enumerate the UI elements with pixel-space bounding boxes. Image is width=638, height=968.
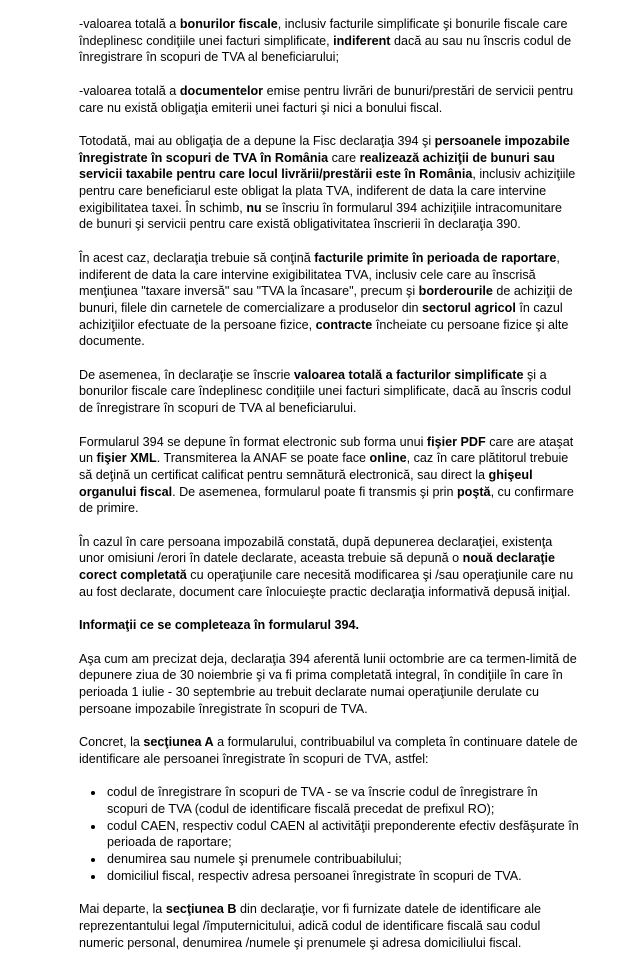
closing-paragraph [79,901,579,951]
text-run: Concret, la [79,735,144,750]
list-item: • codul CAEN, respectiv codul CAEN al activităţii preponderente efectiv desfăşurate în perioada de raportare; [105,818,579,851]
text-run: În acest caz, declaraţia trebuie să conţină [79,250,315,265]
bold-text-run: poştă [456,484,491,499]
text-run: . Transmiterea la ANAF se poate face [156,451,370,466]
text-run: Formularul 394 se depune în format electronic sub forma unui [79,434,427,449]
text-run: dacă au sau nu înscris codul de înregistrare în scopuri de TVA al beneficiarului; [79,33,572,65]
text-run: încheiate cu persoane fizice şi alte documente. [79,317,569,349]
bold-text-run: borderourile [418,284,493,299]
text-run: , caz în care plătitorul trebuie să deţină un certificat calificat pentru semnătură electronică, sau direct la [79,451,569,482]
bold-text-run: documentelor [179,83,264,98]
bold-text-run: secţiunea B [165,902,237,917]
body-paragraph [79,250,579,350]
body-paragraph [79,16,579,66]
text-run: Mai departe, la [79,902,166,917]
text-run: , inclusiv achiziţiile pentru care beneficiarul este obligat la plata TVA, indiferent de data la care intervine exigibilitatea taxei. În schimb, [79,167,576,215]
bold-text-run: nouă declaraţie corect completată [79,551,556,583]
document-page [79,16,579,968]
text-run: -valoarea totală a [79,83,180,98]
body-paragraph [79,434,579,518]
text-run: De asemenea, în declaraţie se înscrie [79,367,294,382]
text-run: care are ataşat un [79,434,574,466]
list-item: • denumirea sau numele şi prenumele contribuabilului; [105,851,579,868]
list-item: • domiciliul fiscal, respectiv adresa persoanei înregistrate în scopuri de TVA. [105,868,579,885]
text-run: în cazul achiziţiilor efectuate de la persoane fizice, [79,300,563,332]
body-paragraph [79,367,579,417]
text-run: se înscriu în formularul 394 achiziţiile intracomunitare de bunuri şi servicii pentru care există obligativitatea înscrierii în declaraţia 390. [79,200,562,232]
body-paragraph [79,83,579,116]
bold-text-run: facturile primite în perioada de raportare [314,250,557,265]
body-paragraph [79,133,579,233]
text-run: , indiferent de data la care intervine exigibilitatea TVA, inclusiv cele care au înscrisă menţiunea "taxare inversă" sau "TVA la încasare", precum şi [79,250,560,299]
bold-text-run: fişier XML [96,451,157,466]
text-run: În cazul în care persoana impozabilă constată, după depunerea declaraţiei, existenţa unor omisiuni /erori în datele declarate, aceasta trebuie să depună o [79,534,553,566]
bold-text-run: persoanele impozabile înregistrate în scopuri de TVA în România [79,133,570,165]
body-paragraph [79,617,579,634]
bold-text-run: bonurilor fiscale [179,17,278,31]
bold-text-run: secţiunea A [143,735,214,750]
bold-text-run: contracte [315,317,373,332]
bold-text-run: valoarea totală a facturilor simplificate [293,367,524,382]
text-run: , cu confirmare de primire. [79,484,574,516]
bold-text-run: fişier PDF [426,434,486,449]
text-run: a formularului, contribuabilul va completa în continuare datele de identificare ale persoanei înregistrate în scopuri de TVA, astfel: [79,735,578,766]
paragraphs-block [79,16,579,768]
body-paragraph [79,534,579,601]
text-run: -valoarea totală a [79,17,180,31]
text-run: care [328,150,360,165]
text-run: emise pentru livrări de bunuri/prestări de servicii pentru care nu există obligaţia emiterii unei facturi şi nici a bonului fiscal. [79,83,574,115]
bold-text-run: Informaţii ce se completeaza în formularul 394. [79,618,359,633]
bold-text-run: nu [246,200,262,215]
bold-text-run: sectorul agricol [422,300,516,315]
bold-text-run: online [369,451,407,466]
bold-text-run: indiferent [333,33,391,48]
text-run: şi a bonurilor fiscale care îndeplinesc condiţiile unei facturi simplificate, dacă au înscris codul de înregistrare în scopuri de TVA al beneficiarului. [79,367,572,416]
bold-text-run: realizează achiziţii de bunuri sau servicii taxabile pentru care locul livrării/prestării este în România [79,150,555,182]
text-run: . De asemenea, formularul poate fi transmis şi prin [172,484,457,499]
text-run: Totodată, mai au obligaţia de a depune la Fisc declaraţia 394 şi [79,133,435,148]
text-run: de achiziţii de bunuri, filele din carnetele de comercializare a produselor din [79,284,573,315]
text-run: , inclusiv facturile simplificate şi bonurile fiscale care îndeplinesc condiţiile unei facturi simplificate, [79,17,568,48]
list-item: • codul de înregistrare în scopuri de TVA - se va înscrie codul de înregistrare în scopuri de TVA (codul de identificare fiscală precedat de prefixul RO); [105,784,579,817]
text-run: cu operaţiunile care necesită modificarea şi /sau operaţiunile care nu au fost declarate, document care înlocuieşte practic declaraţia informativă depusă iniţial. [79,568,574,599]
bold-text-run: ghişeul organului fiscal [79,467,533,499]
identification-list [79,784,579,884]
body-paragraph [79,651,579,718]
text-run: Aşa cum am precizat deja, declaraţia 394 aferentă lunii octombrie are ca termen-limită de depunere ziua de 30 noiembrie şi va fi prima completată integral, în condiţiile în care în perioada 1 iulie - 30 septembrie au trebuit declarate numai operaţiunile derulate cu persoane impozabile înregistrate în scopuri de TVA. [79,651,577,716]
body-paragraph [79,734,579,767]
text-run: din declaraţie, vor fi furnizate datele de identificare ale reprezentantului legal /împuternicitului, adică codul de identificare fiscală sau codul numeric personal, denumirea /numele şi prenumele şi adresa domiciliului fiscal. [79,902,542,950]
